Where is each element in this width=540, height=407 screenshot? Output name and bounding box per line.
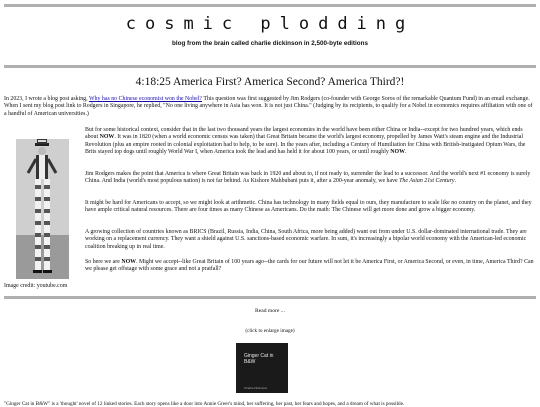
- closing-text-a: So here we are: [85, 259, 120, 265]
- read-more-link[interactable]: Read more ...: [255, 308, 285, 314]
- post-end-rule: [4, 296, 536, 299]
- history-paragraph: [85, 127, 534, 157]
- brics-paragraph: A growing collection of countries known as BRICS (Brazil, Russia, India, China, South Africa, more being added) want out from under U.S. dollar-dominated international trade. They are working on a replacement currency. They want a shield against U.S. sanctions-based economic warfare. In sum, it's increasingly a bipolar world economy with the American-led economic coalition breaking up in real time.: [85, 229, 527, 250]
- intro-text-cont: This question was first suggested by Jim Rodgers (co-founder with George Soros of the remarkable Quantum Fund) in an email exchange. When I sent my blog post link to Rodgers in Singapore, he replied, "No one living anywhere in Asia has won. It is not just China." (Judging by its recipients, to qualify for a Nobel in economics requires affiliation with one of a handful of American universities.): [4, 96, 533, 117]
- now-emphasis: NOW: [99, 134, 115, 141]
- now-emphasis: NOW: [390, 149, 405, 156]
- top-rule: [4, 4, 536, 7]
- site-title[interactable]: cosmic plodding: [125, 14, 415, 34]
- site-tagline: blog from the brain called charlie dickinson in 2,500-byte editions: [172, 40, 368, 47]
- history-text-b: . It was in 1820 (when a world economic census was taken) that Great Britain became the world's largest economy, propelled by James Watt's steam engine and the Industrial Revolution (plus an empire rooted in colonial exploitation had to help, to be sure). In the years after, including a Century of Humiliation for China with British-instigated Opium Wars, the Brits stayed top dogs until roughly World War I, when America took the lead and has held it for about 100 years, or until roughly: [85, 134, 526, 156]
- stilt-walker-image: [16, 139, 69, 279]
- arithmetic-paragraph: It might be hard for Americans to accept, so we might look at arithmetic. China has technology in many fields equal to ours, they manufacture to scale like no country on the planet, and they have ample critical natural resources. There are four times as many Chinese as Americans. Do the math: The Chinese will get more done and grow a bigger economy.: [85, 200, 532, 214]
- uncle-sam-stilts-illustration: [16, 139, 69, 279]
- nobel-post-link[interactable]: Why has no Chinese economist won the Nobel?: [88, 96, 203, 102]
- closing-text-b: . Might we accept--like Great Britain of 100 years ago--the cards for our future will not let it be America First, or America Second, or even, in time, America Third? Can we please get offstage with some grace and not a pratfall?: [85, 259, 534, 273]
- now-emphasis: NOW: [121, 259, 137, 265]
- rodgers-text-end: .: [454, 178, 457, 185]
- book-cover-image[interactable]: [236, 343, 288, 393]
- enlarge-note: (click to enlarge image): [245, 328, 295, 334]
- book-cover-author: Charlie Dickinson: [244, 386, 268, 390]
- closing-paragraph: [85, 259, 534, 274]
- image-credit: Image credit: youtube.com: [4, 283, 68, 289]
- post-title: 4:18:25 America First? America Second? America Third?!: [135, 76, 405, 88]
- header-rule: [4, 65, 536, 68]
- intro-text: In 2023, I wrote a blog post asking,: [4, 96, 88, 102]
- history-text-a: But for some historical context, consider that in the last two thousand years the largest economies in the world have been either China or India--except for two hundred years, which ends about: [85, 127, 523, 141]
- book-cover-title: Ginger Cat in B&W: [244, 353, 274, 365]
- intro-paragraph: [4, 96, 534, 118]
- rodgers-paragraph: [85, 171, 534, 186]
- book-blurb: "Ginger Cat in B&W" is a 'thought' novel of 12 linked stories. Each story opens like a door into Annie Greer's mind, her suffering, her past, her fears and hopes, and a dream of what is possible.: [4, 401, 405, 407]
- history-text-c: .: [405, 149, 407, 156]
- rodgers-text: Jim Rodgers makes the point that America is where Great Britain was back in 1920 and about to, if not ready to, surrender the lead to a successor. And the world's next #1 economy is surely China. And India (world's most populous nation) is not far behind. As Kishore Mahbubani puts it, after a 200-year anomaly, we have: [85, 171, 531, 185]
- book-title-italic: The Asian 21st Century: [399, 178, 455, 185]
